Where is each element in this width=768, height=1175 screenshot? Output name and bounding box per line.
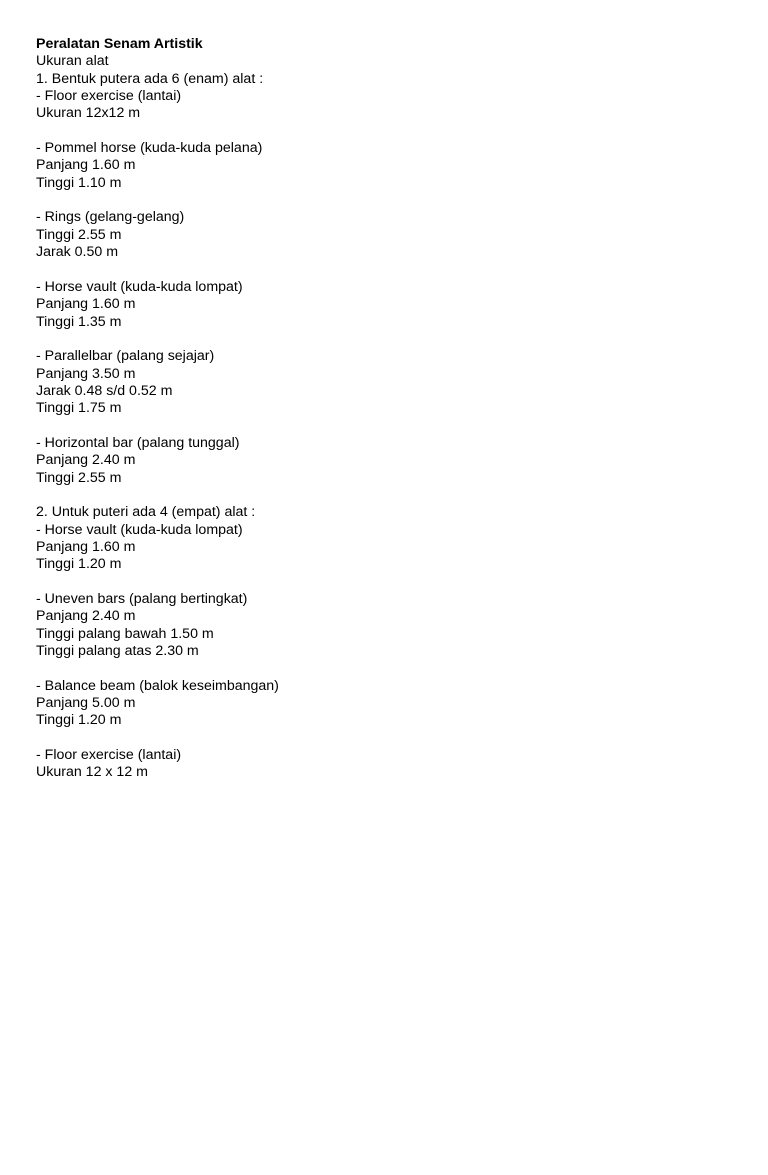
text-line: 1. Bentuk putera ada 6 (enam) alat : <box>36 70 264 87</box>
text-line: - Pommel horse (kuda-kuda pelana) <box>36 140 263 157</box>
blank-line <box>36 261 736 278</box>
text-line: Tinggi 2.55 m <box>36 469 122 486</box>
blank-line <box>36 730 736 747</box>
blank-line <box>36 123 736 140</box>
text-line: - Parallelbar (palang sejajar) <box>36 348 215 365</box>
text-line: Jarak 0.48 s/d 0.52 m <box>36 382 173 399</box>
text-line: Panjang 1.60 m <box>36 296 136 313</box>
blank-line <box>36 487 736 504</box>
text-line: Tinggi palang atas 2.30 m <box>36 643 199 660</box>
text-line: Ukuran alat <box>36 53 109 70</box>
text-line: Panjang 2.40 m <box>36 608 136 625</box>
text-line: - Horizontal bar (palang tunggal) <box>36 434 240 451</box>
text-line: Tinggi 1.20 m <box>36 556 122 573</box>
text-line: Tinggi 1.10 m <box>36 174 122 191</box>
blank-line <box>36 574 736 591</box>
blank-line <box>36 331 736 348</box>
text-line: Panjang 3.50 m <box>36 365 136 382</box>
text-line: Panjang 1.60 m <box>36 538 136 555</box>
text-line: Tinggi 2.55 m <box>36 226 122 243</box>
text-line: 2. Untuk puteri ada 4 (empat) alat : <box>36 504 256 521</box>
text-line: Panjang 5.00 m <box>36 695 136 712</box>
text-line: Tinggi 1.35 m <box>36 313 122 330</box>
blank-line <box>36 192 736 209</box>
document-title: Peralatan Senam Artistik <box>36 36 203 52</box>
text-line: Panjang 1.60 m <box>36 157 136 174</box>
text-line: Tinggi 1.20 m <box>36 712 122 729</box>
text-line: - Floor exercise (lantai) <box>36 747 182 764</box>
text-line: - Balance beam (balok keseimbangan) <box>36 677 279 694</box>
text-line: Tinggi palang bawah 1.50 m <box>36 625 214 642</box>
blank-line <box>36 660 736 677</box>
text-line: - Floor exercise (lantai) <box>36 88 182 105</box>
text-line: Tinggi 1.75 m <box>36 400 122 417</box>
document-page <box>36 36 736 782</box>
text-line: Panjang 2.40 m <box>36 452 136 469</box>
text-line: - Horse vault (kuda-kuda lompat) <box>36 521 243 538</box>
text-line: Jarak 0.50 m <box>36 244 119 261</box>
text-line: Ukuran 12x12 m <box>36 105 141 122</box>
text-line: - Horse vault (kuda-kuda lompat) <box>36 278 243 295</box>
blank-line <box>36 418 736 435</box>
text-line: - Uneven bars (palang bertingkat) <box>36 591 248 607</box>
text-line: Ukuran 12 x 12 m <box>36 764 148 781</box>
text-line: - Rings (gelang-gelang) <box>36 209 185 226</box>
